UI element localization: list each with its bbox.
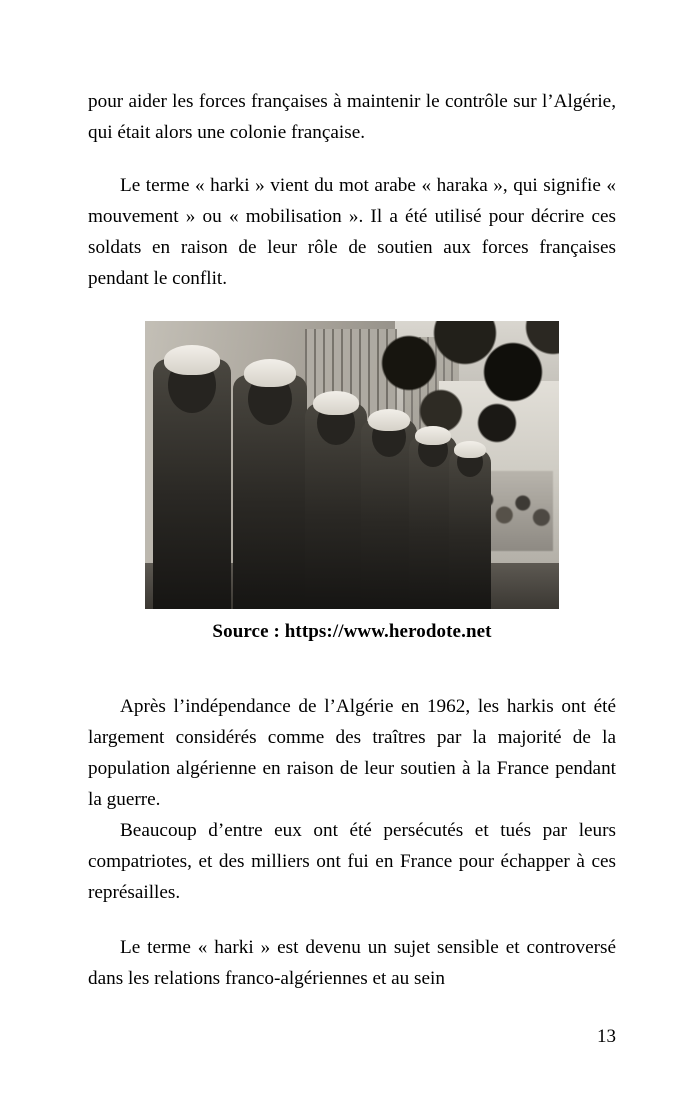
paragraph-4: Beaucoup d’entre eux ont été persécutés et tués par leurs compatriotes, et des milliers ont fui en France pour échapper à ces représailles. [88, 819, 616, 904]
photo-soldier-turban [164, 345, 220, 375]
figure-block [88, 321, 616, 643]
harkis-photograph [145, 321, 559, 609]
paragraph-spacer [88, 148, 616, 170]
photo-soldier [153, 359, 231, 609]
photo-soldier-turban [368, 409, 410, 431]
page-number: 13 [597, 1026, 616, 1047]
paragraph-spacer-2 [88, 908, 616, 932]
photo-soldier [305, 403, 367, 609]
photo-soldier-turban [313, 391, 359, 415]
photo-soldier [233, 375, 307, 609]
paragraph-5: Le terme « harki » est devenu un sujet sensible et controversé dans les relations franco-algériennes et au sein [88, 937, 616, 990]
photo-soldier [449, 449, 491, 609]
paragraph-3: Après l’indépendance de l’Algérie en 1962, les harkis ont été largement considérés comme des traîtres par la majorité de la population algérienne en raison de leur soutien à la France pendant la guerre. [88, 695, 616, 810]
page-content [88, 86, 616, 994]
photo-soldier-turban [415, 426, 451, 445]
paragraph-2: Le terme « harki » vient du mot arabe « haraka », qui signifie « mouvement » ou « mobilisation ». Il a été utilisé pour décrire ces soldats en raison de leur rôle de soutien aux forces françaises pendant le conflit. [88, 175, 616, 290]
figure-caption: Source : https://www.herodote.net [212, 620, 492, 642]
photo-soldier-turban [244, 359, 296, 387]
paragraph-1: pour aider les forces françaises à maintenir le contrôle sur l’Algérie, qui était alors une colonie française. [88, 91, 616, 144]
figure-spacer [88, 643, 616, 691]
photo-soldier-turban [454, 441, 486, 458]
